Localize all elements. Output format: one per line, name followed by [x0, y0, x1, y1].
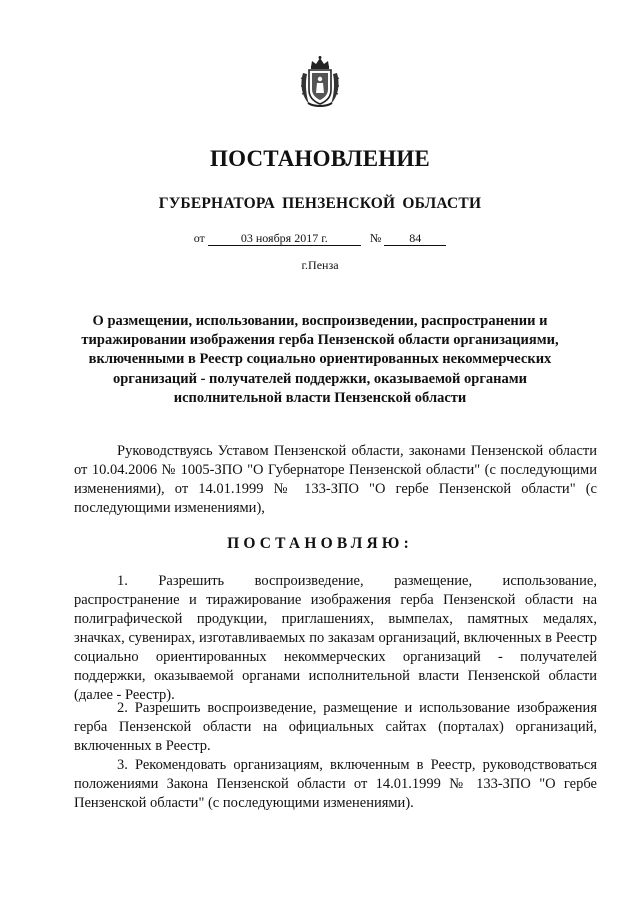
intro-paragraph [74, 442, 597, 518]
decree-heading: ПОСТАНОВЛЯЮ: [227, 535, 413, 552]
point-text: 1. Разрешить воспроизведение, размещение, использование, распространение и тиражирование изображения герба Пензенской области на полиграфической продукции, приглашениях, вымпелах, памятных медалях, значках, сувенирах, изготавливаемых по заказам организаций, включенных в Реестр социально ориентированных некоммерческих организаций - получателей поддержки, оказываемой органами исполнительной власти Пензенской области (далее - Реестр). [74, 573, 597, 703]
point-text: 2. Разрешить воспроизведение, размещение и использование изображения герба Пензенской области на официальных сайтах (порталах) организаций, включенных в Реестр. [74, 700, 597, 754]
point-1 [74, 572, 597, 705]
city-label: г.Пенза [301, 258, 339, 272]
number-prefix: № [369, 231, 382, 245]
document-heading: О размещении, использовании, воспроизведении, распространении и тиражировании изображения герба Пензенской области организациями, включенными в Реестр социально ориентированных некоммерческих организаций - получателей поддержки, оказываемой органами исполнительной власти Пензенской области [81, 313, 559, 406]
point-2 [74, 699, 597, 756]
number-value: 84 [384, 231, 446, 246]
date-prefix: от [193, 231, 205, 245]
intro-text: Руководствуясь Уставом Пензенской области, законами Пензенской области от 10.04.2006 № 1005-ЗПО "О Губернаторе Пензенской области" (с последующими изменениями), от 14.01.1999 № 133-ЗПО "О гербе Пензенской области" (с последующими изменениями), [74, 443, 597, 516]
date-value: 03 ноября 2017 г. [208, 231, 361, 246]
document-title: ПОСТАНОВЛЕНИЕ [210, 146, 430, 171]
coat-of-arms-icon [299, 55, 341, 109]
point-3 [74, 756, 597, 813]
document-subtitle: ГУБЕРНАТОРА ПЕНЗЕНСКОЙ ОБЛАСТИ [158, 195, 482, 212]
date-number-line [0, 231, 640, 246]
point-text: 3. Рекомендовать организациям, включенным в Реестр, руководствоваться положениями Закона Пензенской области от 14.01.1999 № 133-ЗПО "О гербе Пензенской области" (с последующими изменениями). [74, 757, 597, 811]
